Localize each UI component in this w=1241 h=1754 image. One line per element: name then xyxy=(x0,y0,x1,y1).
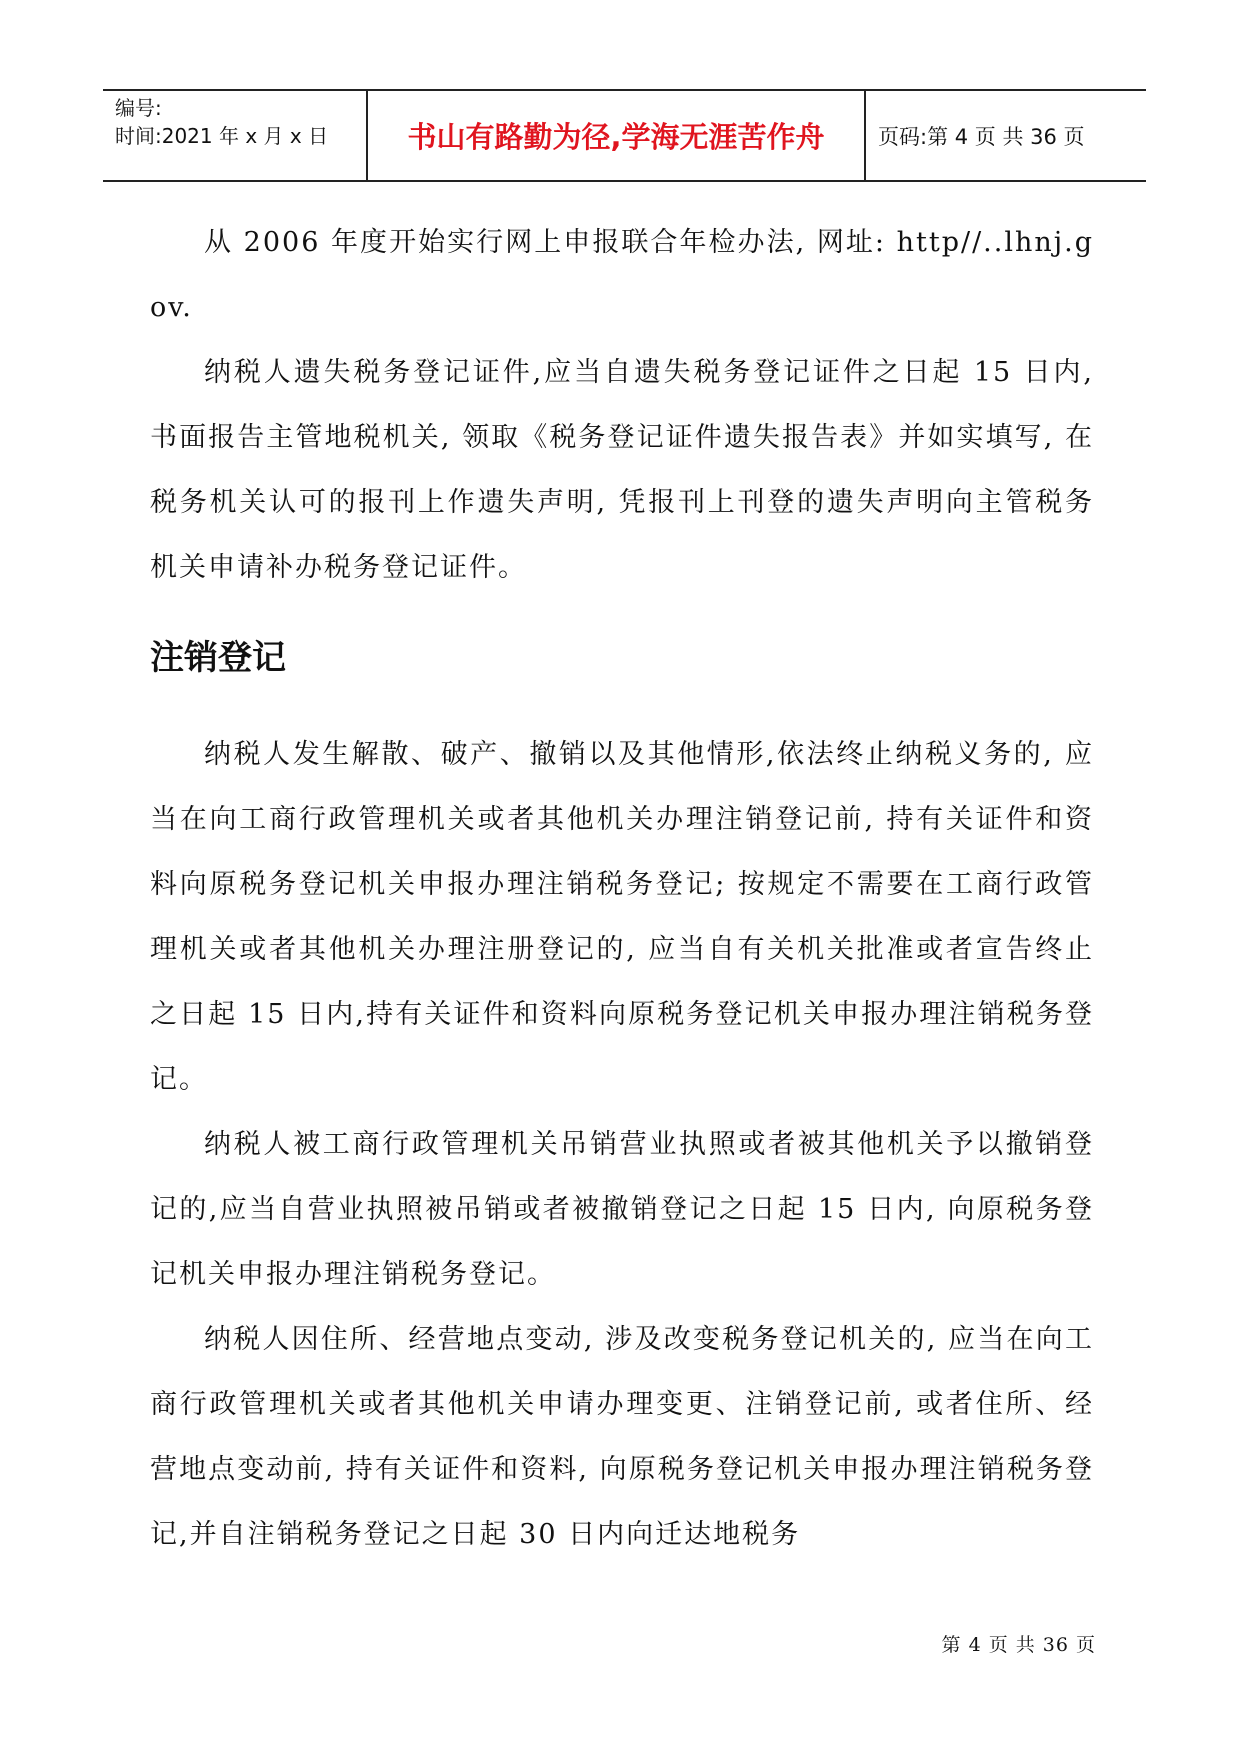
header-motto: 书山有路勤为径,学海无涯苦作舟 xyxy=(407,120,825,154)
document-time-label: 时间:2021 年 x 月 x 日 xyxy=(115,124,329,148)
section-heading-deregistration: 注销登记 xyxy=(150,638,286,678)
paragraph-deregistration-revoked-license: 纳税人被工商行政管理机关吊销营业执照或者被其他机关予以撤销登记的,应当自营业执照被吊销或者被撤销登记之日起 15 日内, 向原税务登记机关申报办理注销税务登记。 xyxy=(150,1129,1094,1290)
paragraph-online-annual-inspection: 从 2006 年度开始实行网上申报联合年检办法, 网址: http//..lhnj.gov. xyxy=(150,227,1094,323)
document-number-label: 编号: xyxy=(115,96,162,120)
header-page-number: 页码:第 4 页 共 36 页 xyxy=(878,124,1085,149)
header-meta xyxy=(103,91,368,180)
paragraph-deregistration-termination: 纳税人发生解散、破产、撤销以及其他情形,依法终止纳税义务的, 应当在向工商行政管理机关或者其他机关办理注销登记前, 持有关证件和资料向原税务登记机关申报办理注销税务登记; 按规定不需要在工商行政管理机关或者其他机关办理注册登记的, 应当自有关机关批准或者宣告终止之日起 15 日内,持有关证件和资料向原税务登记机关申报办理注销税务登记。 xyxy=(150,739,1094,1095)
document-body xyxy=(150,210,1094,1567)
header-motto-cell xyxy=(368,91,866,180)
page-header xyxy=(103,89,1146,182)
paragraph-deregistration-relocation: 纳税人因住所、经营地点变动, 涉及改变税务登记机关的, 应当在向工商行政管理机关或者其他机关申请办理变更、注销登记前, 或者住所、经营地点变动前, 持有关证件和资料, 向原税务登记机关申报办理注销税务登记,并自注销税务登记之日起 30 日内向迁达地税务 xyxy=(150,1324,1094,1550)
page-footer: 第 4 页 共 36 页 xyxy=(941,1634,1096,1656)
paragraph-lost-certificate: 纳税人遗失税务登记证件,应当自遗失税务登记证件之日起 15 日内, 书面报告主管地税机关, 领取《税务登记证件遗失报告表》并如实填写, 在税务机关认可的报刊上作遗失声明, 凭报刊上刊登的遗失声明向主管税务机关申请补办税务登记证件。 xyxy=(150,357,1094,583)
